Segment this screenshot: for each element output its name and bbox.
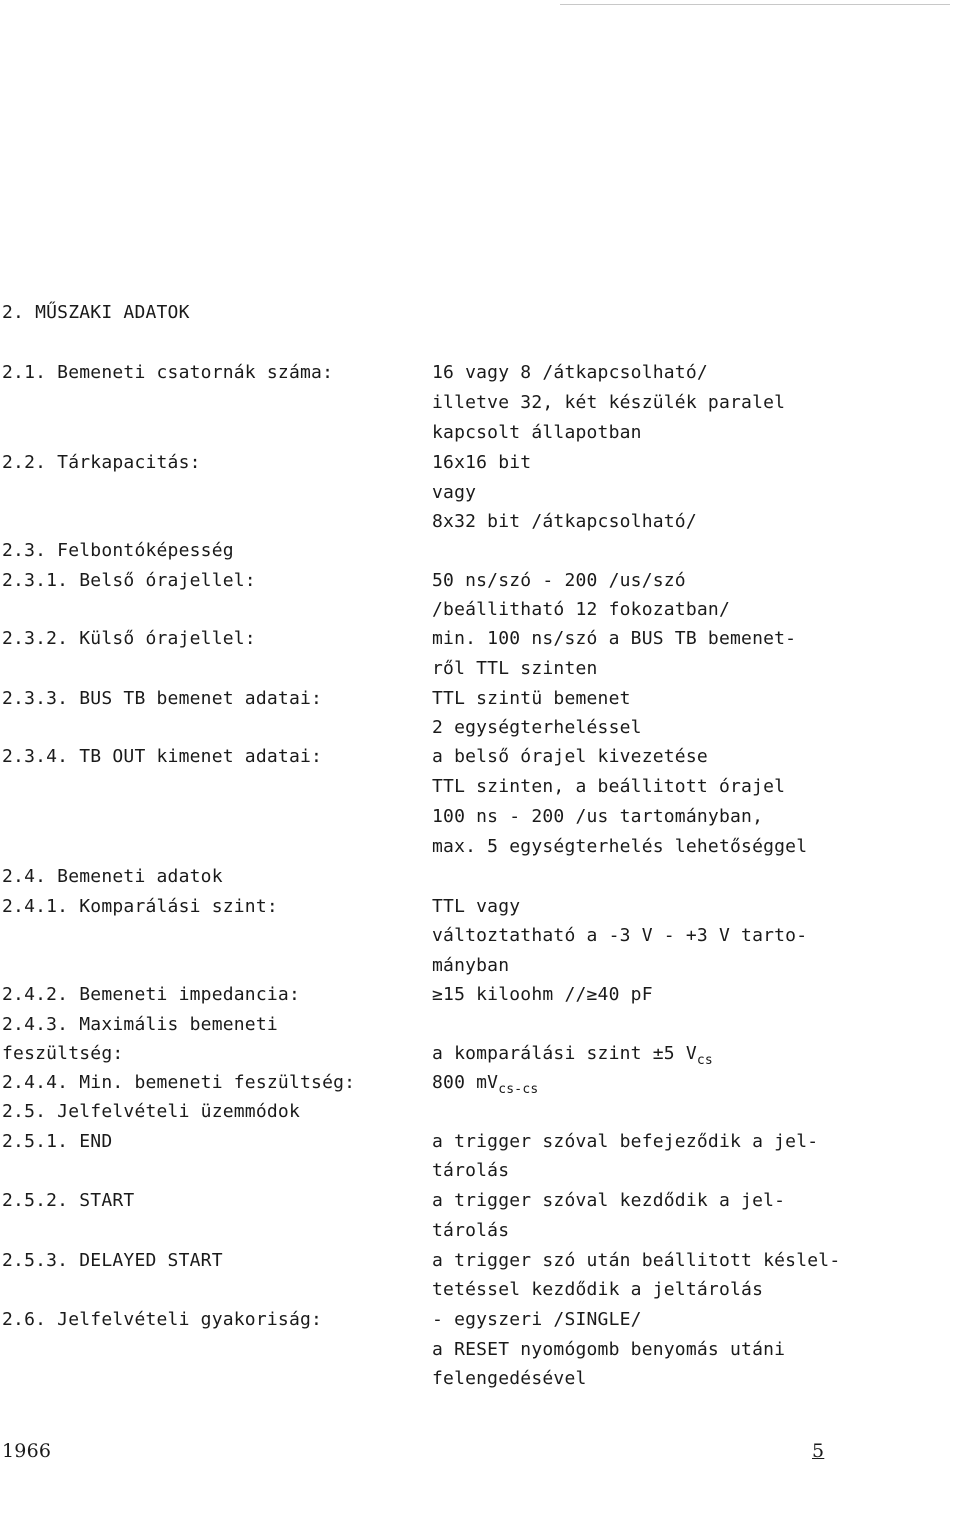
value-2-2-line2: vagy xyxy=(432,482,477,503)
label-2-3: 2.3. Felbontóképesség xyxy=(2,540,234,561)
label-2-4-3-cont: feszültség: xyxy=(2,1043,124,1064)
label-2-3-2: 2.3.2. Külső órajellel: xyxy=(2,628,256,649)
label-2-5-2: 2.5.2. START xyxy=(2,1190,135,1211)
label-2-4-2: 2.4.2. Bemeneti impedancia: xyxy=(2,984,300,1005)
section-title: 2. MŰSZAKI ADATOK xyxy=(2,302,190,323)
label-2-5-3: 2.5.3. DELAYED START xyxy=(2,1250,223,1271)
label-2-4-3: 2.4.3. Maximális bemeneti xyxy=(2,1014,278,1035)
value-2-4-3-subscript: cs xyxy=(696,1053,713,1068)
value-2-6-line1: - egyszeri /SINGLE/ xyxy=(432,1309,642,1330)
label-2-2: 2.2. Tárkapacitás: xyxy=(2,452,201,473)
value-2-4-1-line1: TTL vagy xyxy=(432,896,521,917)
value-2-4-3 xyxy=(432,1043,713,1072)
value-2-3-4-line2: TTL szinten, a beállitott órajel xyxy=(432,776,786,797)
value-2-3-4-line3: 100 ns - 200 /us tartományban, xyxy=(432,806,764,827)
label-2-4-1: 2.4.1. Komparálási szint: xyxy=(2,896,278,917)
value-2-1-line3: kapcsolt állapotban xyxy=(432,422,642,443)
value-2-2-line1: 16x16 bit xyxy=(432,452,532,473)
value-2-5-1-line2: tárolás xyxy=(432,1160,510,1181)
value-2-5-1-line1: a trigger szóval befejeződik a jel- xyxy=(432,1131,819,1152)
value-2-4-2: ≥15 kiloohm //≥40 pF xyxy=(432,984,653,1005)
value-2-1-line2: illetve 32, két készülék paralel xyxy=(432,392,786,413)
label-2-3-4: 2.3.4. TB OUT kimenet adatai: xyxy=(2,746,323,767)
value-2-4-4 xyxy=(432,1072,538,1101)
value-2-6-line2: a RESET nyomógomb benyomás utáni xyxy=(432,1339,786,1360)
page-number: 5 xyxy=(812,1440,825,1462)
label-2-1: 2.1. Bemeneti csatornák száma: xyxy=(2,362,334,383)
value-2-1-line1: 16 vagy 8 /átkapcsolható/ xyxy=(432,362,708,383)
value-2-3-1-line2: /beállitható 12 fokozatban/ xyxy=(432,599,730,620)
value-2-3-4-line4: max. 5 egységterhelés lehetőséggel xyxy=(432,836,808,857)
label-2-4-4: 2.4.4. Min. bemeneti feszültség: xyxy=(2,1072,356,1093)
value-2-3-2-line2: ről TTL szinten xyxy=(432,658,598,679)
label-2-6: 2.6. Jelfelvételi gyakoriság: xyxy=(2,1309,323,1330)
value-2-4-4-subscript: cs-cs xyxy=(498,1082,539,1097)
label-2-4: 2.4. Bemeneti adatok xyxy=(2,866,223,887)
label-2-3-1: 2.3.1. Belső órajellel: xyxy=(2,570,256,591)
top-scan-line xyxy=(560,4,950,5)
value-2-4-3-text: a komparálási szint ±5 V xyxy=(432,1043,697,1064)
value-2-3-4-line1: a belső órajel kivezetése xyxy=(432,746,708,767)
value-2-5-2-line2: tárolás xyxy=(432,1220,510,1241)
label-2-5-1: 2.5.1. END xyxy=(2,1131,113,1152)
value-2-5-3-line2: tetéssel kezdődik a jeltárolás xyxy=(432,1279,764,1300)
value-2-5-2-line1: a trigger szóval kezdődik a jel- xyxy=(432,1190,786,1211)
value-2-2-line3: 8x32 bit /átkapcsolható/ xyxy=(432,511,697,532)
value-2-5-3-line1: a trigger szó után beállitott késlel- xyxy=(432,1250,841,1271)
label-2-5: 2.5. Jelfelvételi üzemmódok xyxy=(2,1101,300,1122)
value-2-4-4-text: 800 mV xyxy=(432,1072,499,1093)
label-2-3-3: 2.3.3. BUS TB bemenet adatai: xyxy=(2,688,323,709)
value-2-4-1-line3: mányban xyxy=(432,955,510,976)
value-2-3-1-line1: 50 ns/szó - 200 /us/szó xyxy=(432,570,686,591)
value-2-4-1-line2: változtatható a -3 V - +3 V tarto- xyxy=(432,925,808,946)
footer-year: 1966 xyxy=(2,1440,52,1462)
value-2-3-3-line2: 2 egységterheléssel xyxy=(432,717,642,738)
value-2-6-line3: felengedésével xyxy=(432,1368,587,1389)
value-2-3-3-line1: TTL szintü bemenet xyxy=(432,688,631,709)
value-2-3-2-line1: min. 100 ns/szó a BUS TB bemenet- xyxy=(432,628,797,649)
